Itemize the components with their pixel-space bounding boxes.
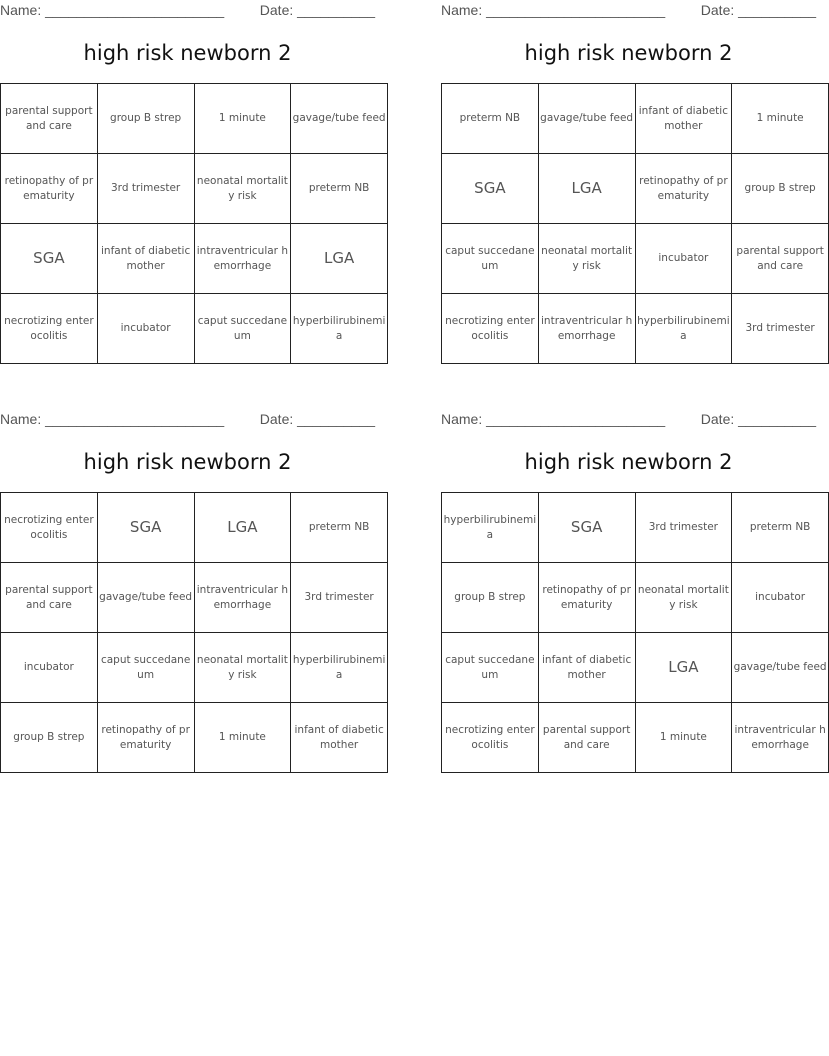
- bingo-card-2: [441, 0, 824, 370]
- bingo-cell: infant of diabetic mother: [97, 224, 194, 294]
- grid-row: [442, 703, 829, 773]
- bingo-cell: neonatal mortality risk: [194, 154, 291, 224]
- bingo-grid: [441, 83, 829, 364]
- grid-row: [442, 224, 829, 294]
- grid-row: [1, 703, 388, 773]
- bingo-card-1: [0, 0, 386, 370]
- bingo-cell: necrotizing enterocolitis: [442, 294, 539, 364]
- bingo-cell: hyperbilirubinemia: [635, 294, 732, 364]
- bingo-cell: neonatal mortality risk: [194, 633, 291, 703]
- card-header: [441, 411, 816, 429]
- bingo-cell: 3rd trimester: [732, 294, 829, 364]
- bingo-cell: hyperbilirubinemia: [442, 493, 539, 563]
- bingo-cell: 1 minute: [732, 84, 829, 154]
- bingo-cell: necrotizing enterocolitis: [442, 703, 539, 773]
- bingo-cell: hyperbilirubinemia: [291, 294, 388, 364]
- bingo-cell: retinopathy of prematurity: [635, 154, 732, 224]
- bingo-cell: parental support and care: [1, 563, 98, 633]
- card-title: high risk newborn 2: [524, 41, 733, 65]
- date-field: Date: __________: [259, 2, 375, 18]
- bingo-cell: incubator: [635, 224, 732, 294]
- bingo-card-4: [441, 409, 827, 779]
- bingo-cell: gavage/tube feed: [291, 84, 388, 154]
- bingo-cell: incubator: [732, 563, 829, 633]
- bingo-cell: intraventricular hemorrhage: [194, 224, 291, 294]
- bingo-cell: group B strep: [97, 84, 194, 154]
- date-field: Date: __________: [700, 2, 816, 18]
- name-field: Name: _______________________: [0, 2, 225, 18]
- grid-row: [1, 633, 388, 703]
- bingo-cell: incubator: [1, 633, 98, 703]
- bingo-cell: SGA: [1, 224, 98, 294]
- bingo-cell: SGA: [97, 493, 194, 563]
- bingo-cell: infant of diabetic mother: [635, 84, 732, 154]
- name-field: Name: _______________________: [0, 411, 225, 427]
- bingo-cell: gavage/tube feed: [538, 84, 635, 154]
- bingo-cell: caput succedaneum: [97, 633, 194, 703]
- bingo-cell: parental support and care: [1, 84, 98, 154]
- bingo-card-3: [0, 409, 386, 779]
- bingo-cell: necrotizing enterocolitis: [1, 294, 98, 364]
- bingo-grid: [0, 83, 388, 364]
- grid-row: [1, 493, 388, 563]
- grid-row: [442, 633, 829, 703]
- bingo-cell: parental support and care: [538, 703, 635, 773]
- grid-row: [1, 563, 388, 633]
- bingo-cell: SGA: [538, 493, 635, 563]
- bingo-cell: LGA: [538, 154, 635, 224]
- name-field: Name: _______________________: [441, 2, 666, 18]
- bingo-cell: intraventricular hemorrhage: [732, 703, 829, 773]
- bingo-grid: [0, 492, 388, 773]
- bingo-cell: neonatal mortality risk: [538, 224, 635, 294]
- grid-row: [442, 563, 829, 633]
- bingo-cell: 3rd trimester: [291, 563, 388, 633]
- grid-row: [1, 224, 388, 294]
- bingo-cell: hyperbilirubinemia: [291, 633, 388, 703]
- bingo-cell: intraventricular hemorrhage: [538, 294, 635, 364]
- date-field: Date: __________: [700, 411, 816, 427]
- grid-row: [1, 294, 388, 364]
- grid-row: [1, 154, 388, 224]
- grid-row: [1, 84, 388, 154]
- card-title: high risk newborn 2: [524, 450, 733, 474]
- date-field: Date: __________: [259, 411, 375, 427]
- bingo-cell: infant of diabetic mother: [538, 633, 635, 703]
- bingo-cell: preterm NB: [291, 154, 388, 224]
- bingo-cell: intraventricular hemorrhage: [194, 563, 291, 633]
- grid-row: [442, 84, 829, 154]
- bingo-cell: retinopathy of prematurity: [1, 154, 98, 224]
- bingo-cell: group B strep: [732, 154, 829, 224]
- bingo-cell: 3rd trimester: [635, 493, 732, 563]
- bingo-cell: group B strep: [1, 703, 98, 773]
- card-header: [0, 2, 375, 20]
- bingo-cell: SGA: [442, 154, 539, 224]
- bingo-cell: gavage/tube feed: [97, 563, 194, 633]
- bingo-cell: LGA: [291, 224, 388, 294]
- bingo-cell: group B strep: [442, 563, 539, 633]
- bingo-cell: 1 minute: [194, 84, 291, 154]
- grid-row: [442, 154, 829, 224]
- bingo-cell: preterm NB: [291, 493, 388, 563]
- name-field: Name: _______________________: [441, 411, 666, 427]
- bingo-cell: preterm NB: [442, 84, 539, 154]
- bingo-grid: [441, 492, 829, 773]
- bingo-cell: parental support and care: [732, 224, 829, 294]
- bingo-cell: caput succedaneum: [442, 224, 539, 294]
- bingo-cell: preterm NB: [732, 493, 829, 563]
- bingo-cell: 1 minute: [635, 703, 732, 773]
- bingo-cell: retinopathy of prematurity: [538, 563, 635, 633]
- bingo-cell: 3rd trimester: [97, 154, 194, 224]
- bingo-cell: caput succedaneum: [442, 633, 539, 703]
- grid-row: [442, 294, 829, 364]
- bingo-cell: incubator: [97, 294, 194, 364]
- bingo-cell: 1 minute: [194, 703, 291, 773]
- bingo-cell: LGA: [635, 633, 732, 703]
- card-title: high risk newborn 2: [83, 450, 292, 474]
- bingo-cell: retinopathy of prematurity: [97, 703, 194, 773]
- bingo-cell: gavage/tube feed: [732, 633, 829, 703]
- bingo-cell: necrotizing enterocolitis: [1, 493, 98, 563]
- bingo-cell: caput succedaneum: [194, 294, 291, 364]
- bingo-cell: infant of diabetic mother: [291, 703, 388, 773]
- grid-row: [442, 493, 829, 563]
- card-title: high risk newborn 2: [83, 41, 292, 65]
- bingo-cell: LGA: [194, 493, 291, 563]
- card-header: [0, 411, 375, 429]
- bingo-cell: neonatal mortality risk: [635, 563, 732, 633]
- card-header: [441, 2, 816, 20]
